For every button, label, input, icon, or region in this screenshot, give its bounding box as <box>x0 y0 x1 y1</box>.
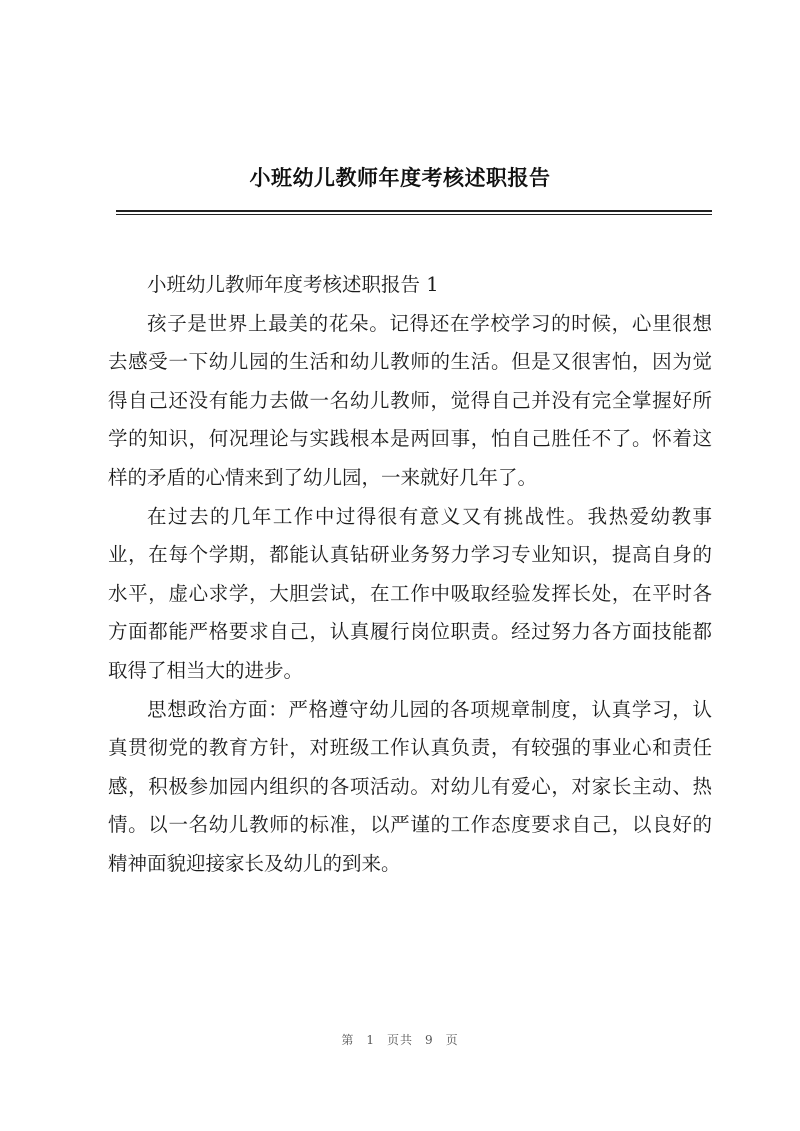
footer-middle: 页共 <box>386 1033 413 1047</box>
footer-total-pages: 9 <box>425 1033 434 1047</box>
title-underline <box>116 210 712 212</box>
title-underline-thin <box>116 214 712 215</box>
page-footer <box>0 1032 800 1048</box>
footer-suffix: 页 <box>445 1033 459 1047</box>
section-heading: 小班幼儿教师年度考核述职报告 1 <box>147 273 439 296</box>
paragraph-2: 在过去的几年工作中过得很有意义又有挑战性。我热爱幼教事业，在每个学期，都能认真钻研业务努力学习专业知识，提高自身的水平，虚心求学，大胆尝试，在工作中吸取经验发挥长处，在平时各方面都能严格要求自己，认真履行岗位职责。经过努力各方面技能都取得了相当大的进步。 <box>108 504 712 682</box>
paragraph-3: 思想政治方面：严格遵守幼儿园的各项规章制度，认真学习，认真贯彻党的教育方针，对班级工作认真负责，有较强的事业心和责任感，积极参加园内组织的各项活动。对幼儿有爱心，对家长主动、热情。以一名幼儿教师的标准，以严谨的工作态度要求自己，以良好的精神面貌迎接家长及幼儿的到来。 <box>108 697 712 875</box>
document-body <box>108 266 712 884</box>
footer-prefix: 第 <box>341 1033 355 1047</box>
footer-page-number: 1 <box>366 1033 375 1047</box>
paragraph-1: 孩子是世界上最美的花朵。记得还在学校学习的时候，心里很想去感受一下幼儿园的生活和幼儿教师的生活。但是又很害怕，因为觉得自己还没有能力去做一名幼儿教师，觉得自己并没有完全掌握好所学的知识，何况理论与实践根本是两回事，怕自己胜任不了。怀着这样的矛盾的心情来到了幼儿园，一来就好几年了。 <box>108 311 712 489</box>
document-title: 小班幼儿教师年度考核述职报告 <box>249 166 551 190</box>
